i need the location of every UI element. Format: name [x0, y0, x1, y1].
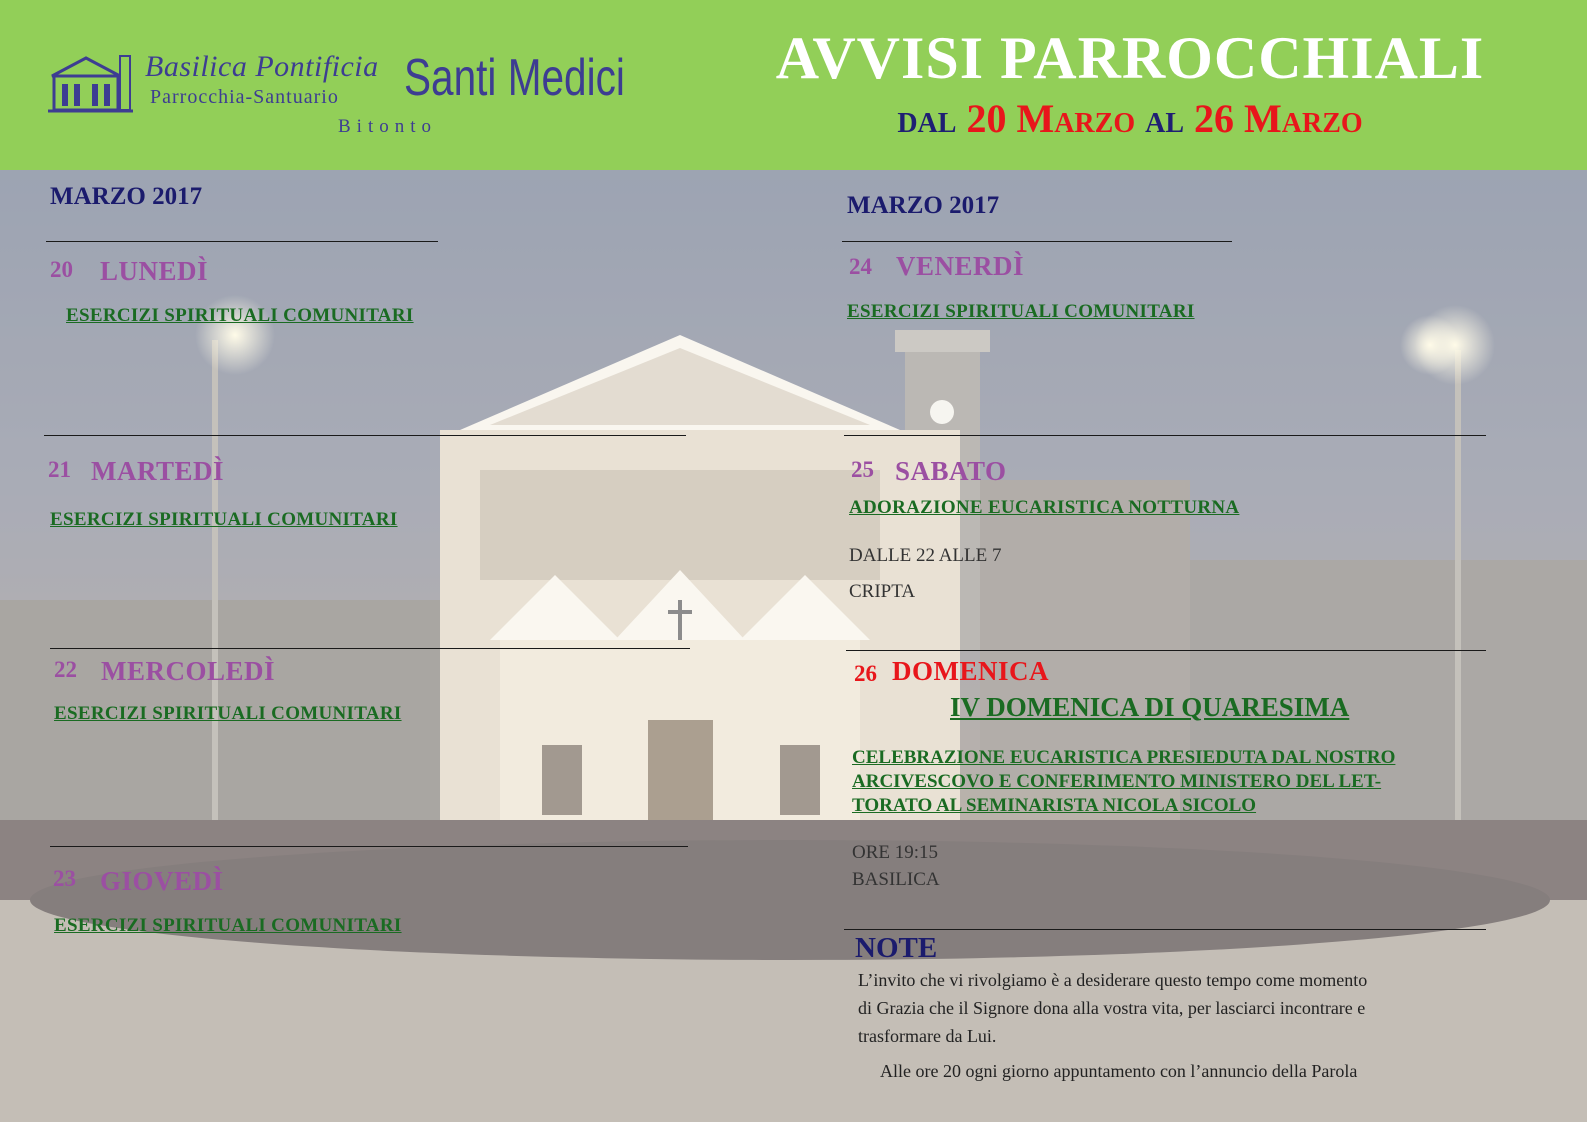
day-number: 23 — [53, 866, 76, 891]
day-name: DOMENICA — [892, 656, 1049, 686]
event-place: CRIPTA — [849, 581, 916, 602]
day-number: 25 — [851, 457, 874, 482]
event-link[interactable]: ESERCIZI SPIRITUALI COMUNITARI — [50, 509, 398, 530]
day-name: LUNEDÌ — [100, 256, 209, 286]
event-place: BASILICA — [852, 869, 940, 890]
event-line: CELEBRAZIONE EUCARISTICA PRESIEDUTA DAL NOSTRO — [852, 747, 1396, 768]
note-line: trasformare da Lui. — [858, 1026, 997, 1046]
left-month-heading: MARZO 2017 — [50, 183, 203, 210]
event-link[interactable] — [852, 746, 1472, 818]
day-name: MARTEDÌ — [91, 456, 225, 486]
day-number: 22 — [54, 657, 77, 682]
page-title: AVVISI PARROCCHIALI — [775, 25, 1485, 91]
event-link[interactable]: ESERCIZI SPIRITUALI COMUNITARI — [54, 703, 402, 724]
day-name: SABATO — [895, 456, 1007, 486]
divider — [842, 241, 1232, 242]
event-line: ARCIVESCOVO E CONFERIMENTO MINISTERO DEL LET- — [852, 771, 1382, 792]
note-footer: Alle ore 20 ogni giorno appuntamento con l’annuncio della Parola — [880, 1061, 1358, 1081]
divider — [50, 648, 690, 649]
note-line: L’invito che vi rivolgiamo è a desiderare questo tempo come momento — [858, 970, 1368, 990]
day-name: MERCOLEDÌ — [101, 656, 276, 686]
event-link[interactable]: ADORAZIONE EUCARISTICA NOTTURNA — [849, 497, 1240, 518]
day-number: 21 — [48, 457, 71, 482]
note-title: NOTE — [855, 932, 938, 964]
date-range-dal: dal — [897, 96, 957, 141]
note-line: di Grazia che il Signore dona alla vostra vita, per lasciarci incontrare e — [858, 998, 1366, 1018]
divider — [44, 435, 686, 436]
divider — [844, 929, 1486, 930]
date-range-start-day: 20 — [966, 96, 1007, 141]
day-number: 20 — [50, 257, 73, 282]
date-range — [770, 95, 1490, 142]
divider — [844, 435, 1486, 436]
divider — [46, 241, 438, 242]
logo-santi-medici: Santi Medici — [404, 49, 625, 107]
divider — [50, 846, 688, 847]
logo-parrocchia-santuario: Parrocchia-Santuario — [150, 86, 339, 108]
event-link[interactable]: ESERCIZI SPIRITUALI COMUNITARI — [66, 305, 414, 326]
event-line: TORATO AL SEMINARISTA NICOLA SICOLO — [852, 795, 1257, 816]
sunday-title: IV DOMENICA DI QUARESIMA — [950, 692, 1350, 722]
event-time: ORE 19:15 — [852, 842, 939, 863]
event-time: DALLE 22 ALLE 7 — [849, 545, 1002, 566]
logo-city: Bitonto — [338, 116, 438, 137]
logo-basilica-pontificia: Basilica Pontificia — [145, 50, 379, 83]
date-range-end-month: Marzo — [1244, 96, 1363, 141]
event-link[interactable]: ESERCIZI SPIRITUALI COMUNITARI — [54, 915, 402, 936]
event-link[interactable]: ESERCIZI SPIRITUALI COMUNITARI — [847, 301, 1195, 322]
day-name: VENERDÌ — [896, 251, 1025, 281]
basilica-logo-icon — [48, 52, 133, 114]
date-range-start-month: Marzo — [1016, 96, 1136, 141]
date-range-al: al — [1145, 96, 1185, 141]
divider — [846, 650, 1486, 651]
day-number: 26 — [854, 661, 877, 686]
right-month-heading: MARZO 2017 — [847, 192, 1000, 219]
date-range-end-day: 26 — [1194, 96, 1235, 141]
day-number: 24 — [849, 254, 872, 279]
note-body — [858, 966, 1458, 1050]
header-banner — [0, 0, 1587, 170]
day-name: GIOVEDÌ — [100, 866, 224, 896]
